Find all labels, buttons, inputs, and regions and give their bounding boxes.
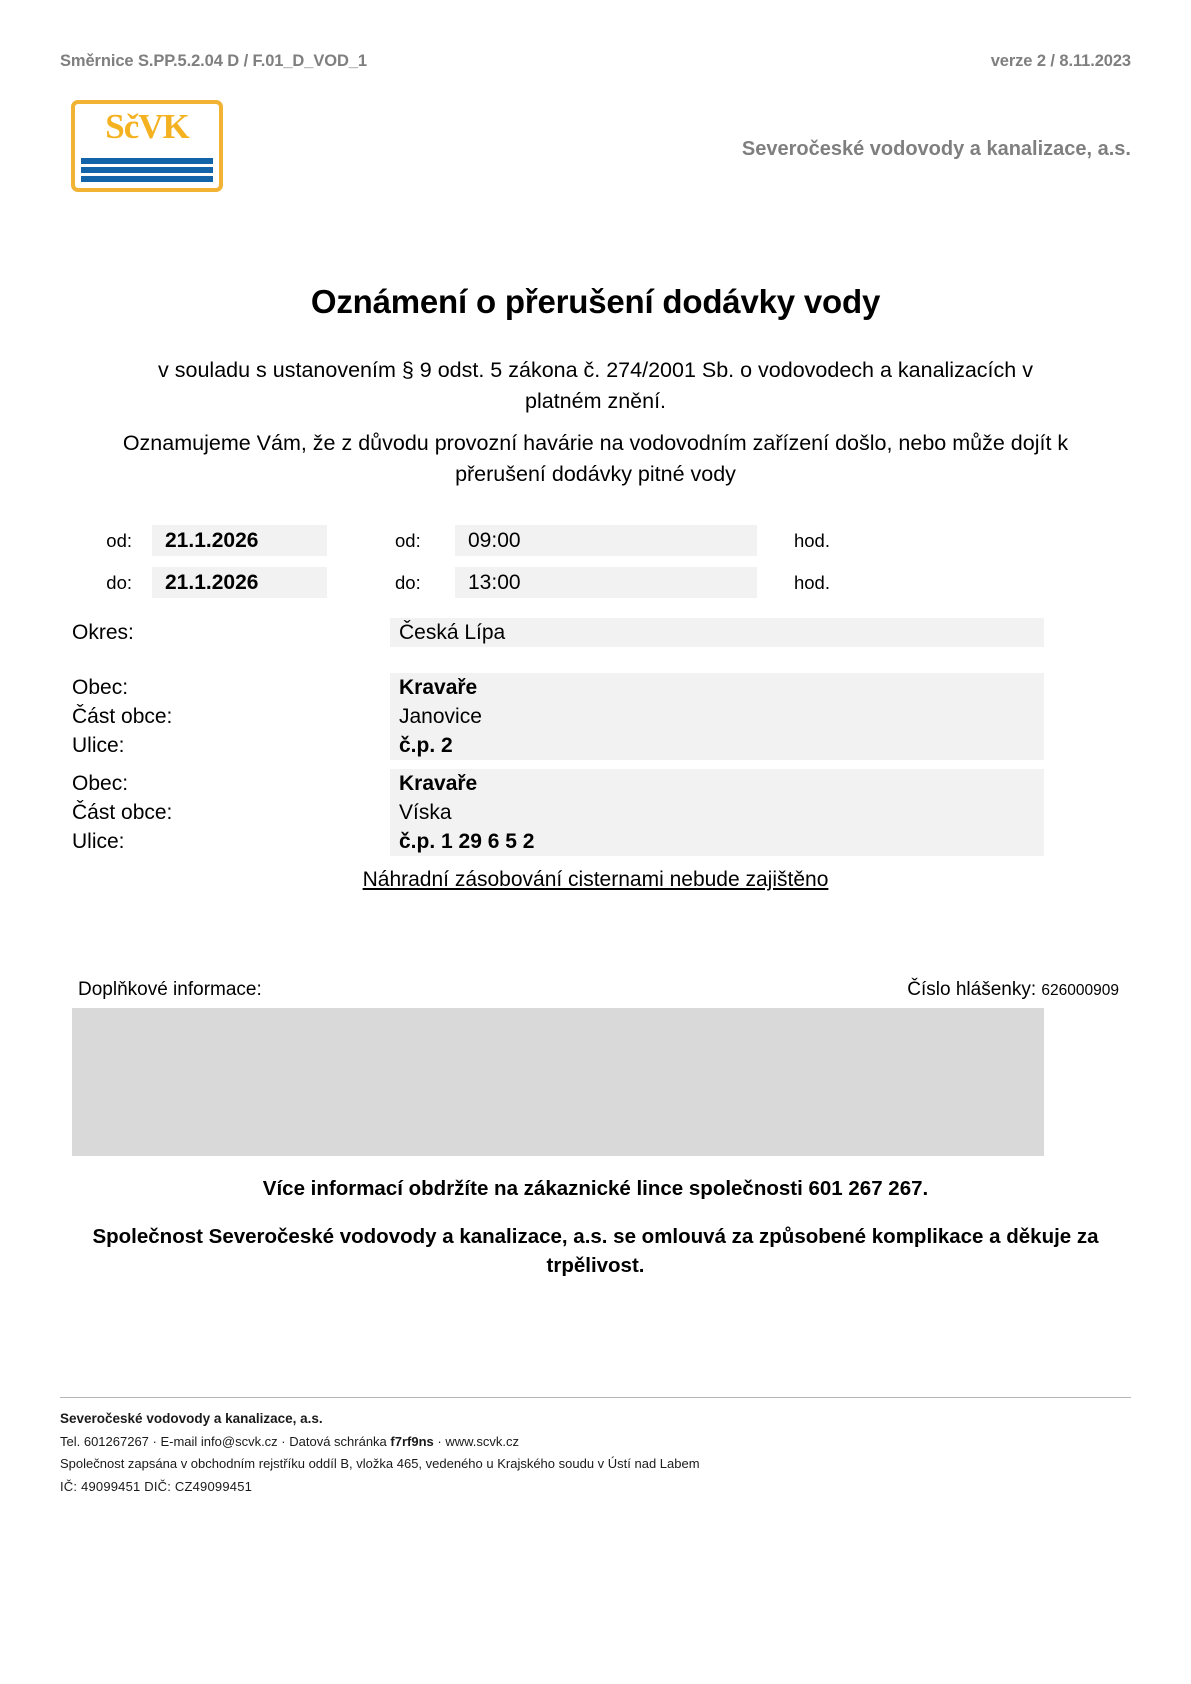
to-time-unit: hod. [793, 571, 830, 593]
from-date-label: od: [106, 529, 132, 551]
municipality-row [72, 769, 1044, 798]
from-date-value: 21.1.2026 [152, 525, 327, 556]
cisterns-note [0, 868, 1191, 892]
report-number-value: 626000909 [1041, 982, 1119, 999]
additional-info-label: Doplňkové informace: [78, 979, 262, 1000]
municipality-part-value: Víska [390, 798, 1044, 827]
schedule-row-to [60, 567, 1070, 598]
report-number-label: Číslo hlášenky: [907, 979, 1037, 1000]
document-header [60, 52, 1131, 71]
imprint-company-name: Severočeské vodovody a kanalizace, a.s. [60, 1411, 323, 1426]
additional-info-labels [78, 979, 1119, 1001]
apology-note: Společnost Severočeské vodovody a kanalizace, a.s. se omlouvá za způsobené komplikace a děkuje za trpělivost. [92, 1225, 1099, 1277]
from-time-label: od: [395, 529, 421, 551]
municipality-part-value: Janovice [390, 702, 1044, 731]
municipality-value: Kravaře [390, 673, 1044, 702]
brand-row [60, 100, 1131, 200]
legal-basis-text: v souladu s ustanovením § 9 odst. 5 zákona č. 274/2001 Sb. o vodovodech a kanalizacích v platném znění. [158, 358, 1033, 413]
district-label: Okres: [72, 621, 134, 644]
company-imprint [60, 1408, 1131, 1498]
street-value: č.p. 1 29 6 5 2 [390, 827, 1044, 856]
municipality-part-label: Část obce: [72, 801, 173, 824]
municipality-label: Obec: [72, 772, 129, 795]
district-block [72, 618, 1044, 647]
municipality-part-row [72, 702, 1044, 731]
location-block-2 [72, 769, 1044, 856]
imprint-tax-ids: IČ: 49099451 DIČ: CZ49099451 [60, 1478, 253, 1494]
to-time-value: 13:00 [455, 567, 757, 598]
street-row [72, 731, 1044, 760]
imprint-contact-pre: Tel. 601267267 · E-mail info@scvk.cz · Datová schránka [60, 1433, 391, 1449]
logo-wordmark: SčVK [105, 107, 189, 146]
imprint-registry: Společnost zapsána v obchodním rejstříku oddíl B, vložka 465, vedeného u Krajského soudu v Ústí nad Labem [60, 1456, 700, 1471]
additional-info-box [72, 1008, 1044, 1156]
schedule-row-from [60, 525, 1070, 556]
to-time-label: do: [395, 571, 421, 593]
to-date-value: 21.1.2026 [152, 567, 327, 598]
municipality-value: Kravaře [390, 769, 1044, 798]
cisterns-note-text: Náhradní zásobování cisternami nebude zajištěno [362, 868, 829, 891]
customer-line-note: Více informací obdržíte na zákaznické lince společnosti 601 267 267. [262, 1177, 929, 1200]
company-name: Severočeské vodovody a kanalizace, a.s. [741, 138, 1131, 160]
outage-notice-text: Oznamujeme Vám, že z důvodu provozní havárie na vodovodním zařízení došlo, nebo může dojít k přerušení dodávky pitné vody [122, 431, 1069, 486]
footer-divider [60, 1397, 1131, 1398]
street-value: č.p. 2 [390, 731, 1044, 760]
street-label: Ulice: [72, 830, 125, 853]
imprint-databox-id: f7rf9ns [390, 1433, 434, 1449]
imprint-contact-post: · www.scvk.cz [433, 1433, 519, 1449]
municipality-row [72, 673, 1044, 702]
street-row [72, 827, 1044, 856]
outage-schedule [60, 525, 1070, 609]
street-label: Ulice: [72, 734, 125, 757]
report-number-group [907, 979, 1119, 1001]
from-time-value: 09:00 [455, 525, 757, 556]
municipality-part-row [72, 798, 1044, 827]
municipality-label: Obec: [72, 676, 129, 699]
district-row [72, 618, 1044, 647]
imprint-contact [60, 1431, 1131, 1454]
version-reference: verze 2 / 8.11.2023 [990, 52, 1131, 70]
to-date-label: do: [106, 571, 132, 593]
directive-reference: Směrnice S.PP.5.2.04 D / F.01_D_VOD_1 [60, 52, 367, 70]
from-time-unit: hod. [793, 529, 830, 551]
logo-stripes-icon [79, 158, 215, 184]
scvk-logo [71, 100, 223, 192]
page-title: Oznámení o přerušení dodávky vody [310, 283, 881, 320]
municipality-part-label: Část obce: [72, 705, 173, 728]
district-value: Česká Lípa [390, 618, 1044, 647]
location-block-1 [72, 673, 1044, 760]
